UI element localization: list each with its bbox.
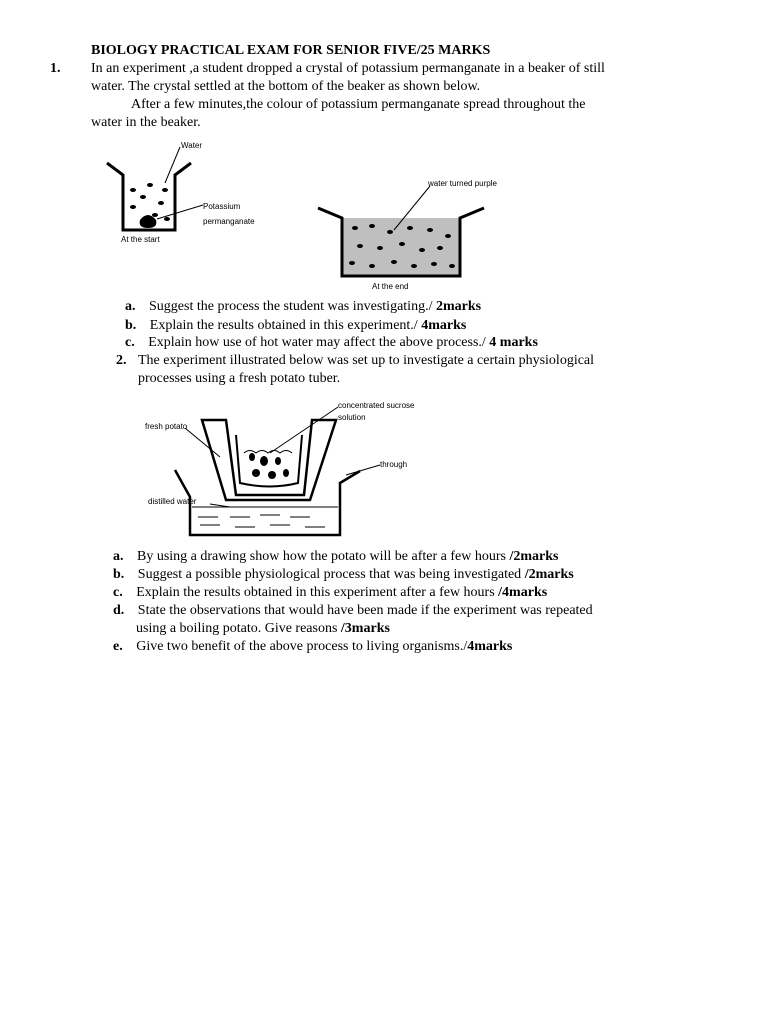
water-lines: [192, 507, 338, 527]
potato-experiment-figure: [140, 395, 430, 545]
distilled-water-label: distilled water: [148, 497, 197, 506]
item-text: using a boiling potato. Give reasons: [136, 621, 341, 636]
purple-label: water turned purple: [428, 179, 497, 188]
question-1-line-1: In an experiment ,a student dropped a crystal of potassium permanganate in a beaker of still: [91, 61, 605, 76]
item-letter: b.: [125, 318, 137, 333]
item-letter: c.: [113, 585, 123, 600]
question-2-number: 2.: [116, 353, 127, 368]
beaker-end-figure: [310, 168, 550, 293]
kmno4-label-1: Potassium: [203, 202, 241, 211]
item-marks: 4marks: [421, 318, 467, 333]
item-text: Explain the results obtained in this experiment after a few hours: [136, 585, 499, 600]
item-letter: d.: [113, 603, 125, 618]
beaker-start-figure: [95, 135, 275, 250]
item-marks: 4marks: [467, 639, 513, 654]
q2-item-e: [113, 638, 512, 655]
item-letter: b.: [113, 567, 125, 582]
item-letter: a.: [113, 549, 124, 564]
item-text: By using a drawing show how the potato will be after a few hours: [137, 549, 510, 564]
sucrose-label-2: solution: [338, 413, 366, 422]
item-text: Suggest the process the student was investigating./: [149, 299, 436, 314]
q2-item-d-continued: [136, 620, 390, 637]
start-caption: At the start: [121, 235, 160, 244]
item-text: Explain how use of hot water may affect the above process./: [148, 335, 490, 350]
q2-item-c: [113, 584, 547, 601]
item-text: Give two benefit of the above process to living organisms./: [136, 639, 468, 654]
water-particles: [130, 183, 170, 221]
q2-item-b: [113, 566, 574, 583]
page-title: BIOLOGY PRACTICAL EXAM FOR SENIOR FIVE/25 MARKS: [91, 43, 491, 58]
item-marks: /3marks: [340, 621, 390, 636]
q1-item-a: [125, 298, 481, 315]
sucrose-label-1: concentrated sucrose: [338, 401, 415, 410]
item-letter: c.: [125, 335, 135, 350]
q1-item-c: [125, 334, 538, 351]
item-marks: 2marks: [435, 299, 482, 314]
item-letter: a.: [125, 299, 136, 314]
item-marks: /2marks: [509, 549, 559, 564]
question-1-line-4: water in the beaker.: [91, 115, 201, 130]
item-marks: /2marks: [524, 567, 574, 582]
item-text: Suggest a possible physiological process that was being investigated: [137, 567, 525, 582]
sucrose-particles: [249, 453, 289, 479]
question-1-line-2: water. The crystal settled at the bottom of the beaker as shown below.: [91, 79, 481, 94]
item-text: State the observations that would have been made if the experiment was repeated: [137, 603, 593, 618]
q1-item-b: [125, 317, 466, 334]
crystal-icon: [140, 215, 157, 228]
potato-tuber: [202, 420, 336, 500]
potato-cavity: [236, 435, 302, 487]
q2-item-d: [113, 602, 593, 619]
question-1-line-3: After a few minutes,the colour of potassium permanganate spread throughout the: [131, 97, 586, 112]
question-1-number: 1.: [50, 61, 61, 76]
q2-item-a: [113, 548, 558, 565]
kmno4-label-2: permanganate: [203, 217, 255, 226]
through-label: through: [380, 460, 408, 469]
question-2-line-2: processes using a fresh potato tuber.: [138, 371, 341, 386]
end-caption: At the end: [372, 282, 409, 291]
potato-label: fresh potato: [145, 422, 188, 431]
item-letter: e.: [113, 639, 123, 654]
item-marks: 4 marks: [489, 335, 538, 350]
question-2-line-1: The experiment illustrated below was set up to investigate a certain physiological: [138, 353, 595, 368]
item-marks: /4marks: [498, 585, 548, 600]
water-label: Water: [181, 141, 203, 150]
item-text: Explain the results obtained in this experiment./: [149, 318, 422, 333]
